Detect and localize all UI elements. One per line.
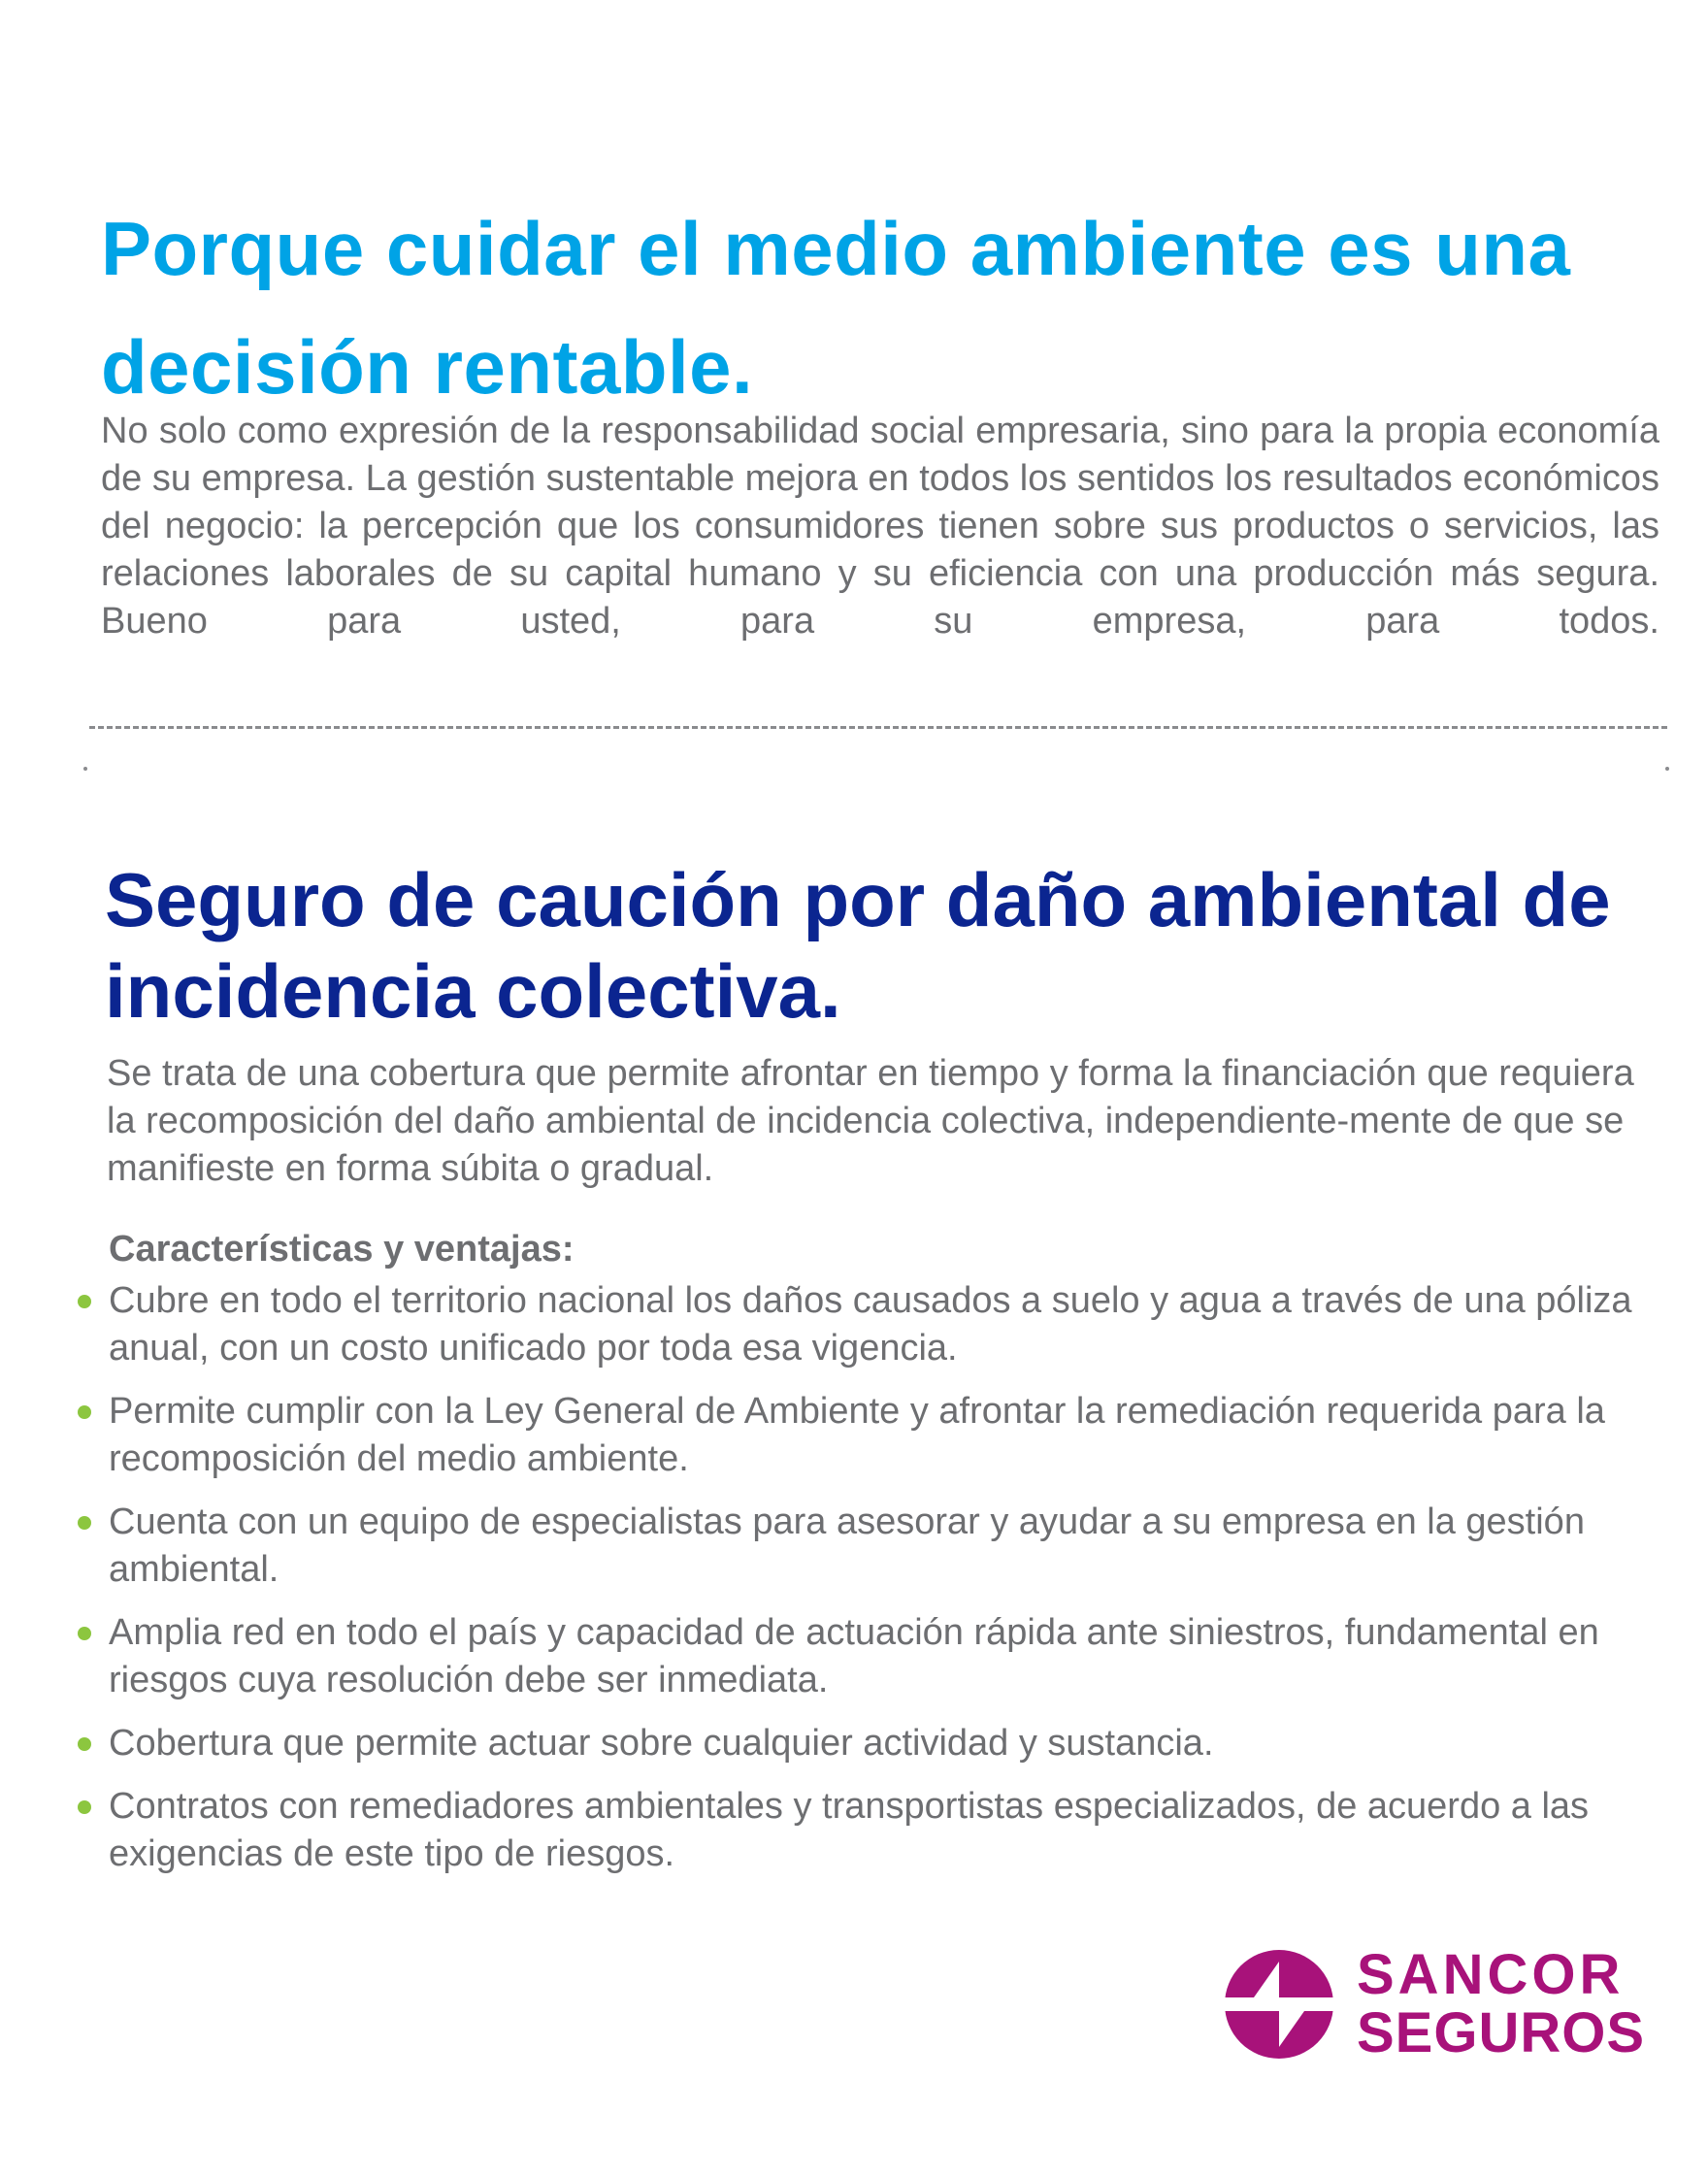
feature-text: Permite cumplir con la Ley General de Ambiente y afrontar la remediación requerida para la recomposición del medio ambiente. (109, 1391, 1605, 1479)
bullet-icon (78, 1295, 91, 1308)
feature-text: Cuenta con un equipo de especialistas para asesorar y ayudar a su empresa en la gestión ambiental. (109, 1502, 1585, 1590)
bullet-icon (78, 1737, 91, 1751)
dashed-divider (89, 726, 1667, 729)
feature-item (78, 1277, 1650, 1372)
features-title: Características y ventajas: (109, 1229, 575, 1270)
section-1-title: Porque cuidar el medio ambiente es una decisión rentable. (101, 206, 1571, 410)
section-1-body: No solo como expresión de la responsabilidad social empresaria, sino para la propia economía de su empresa. La gestión sustentable mejora en todos los sentidos los resultados económicos del negocio: la percepción que los consumidores tienen sobre sus productos o servicios, las relaciones laborales de su capital humano y su eficiencia con una producción más segura. Bueno para usted, para su empresa, para todos. (101, 411, 1659, 642)
sancor-logo-icon (1225, 1950, 1333, 2059)
feature-text: Cubre en todo el territorio nacional los daños causados a suelo y agua a través de una póliza anual, con un costo unificado por toda esa vigencia. (109, 1280, 1632, 1369)
bullet-icon (78, 1800, 91, 1814)
logo-line-2: SEGUROS (1357, 2001, 1646, 2064)
features-list (78, 1277, 1650, 1894)
section-2-title: Seguro de caución por daño ambiental de incidencia colectiva. (105, 857, 1611, 1034)
divider-dot-left (83, 767, 87, 771)
sancor-seguros-logo (1225, 1943, 1671, 2067)
feature-text: Amplia red en todo el país y capacidad de actuación rápida ante siniestros, fundamental en riesgos cuya resolución debe ser inmediata. (109, 1612, 1599, 1700)
logo-line-1: SANCOR (1357, 1943, 1625, 2006)
divider-dot-right (1665, 767, 1669, 771)
logo-wordmark (1357, 1943, 1677, 2064)
feature-item (78, 1720, 1650, 1767)
feature-text: Cobertura que permite actuar sobre cualquier actividad y sustancia. (109, 1723, 1214, 1764)
feature-item (78, 1499, 1650, 1594)
bullet-icon (78, 1627, 91, 1640)
feature-text: Contratos con remediadores ambientales y transportistas especializados, de acuerdo a las exigencias de este tipo de riesgos. (109, 1786, 1590, 1874)
feature-item (78, 1388, 1650, 1483)
feature-item (78, 1609, 1650, 1704)
bullet-icon (78, 1516, 91, 1530)
section-2-body: Se trata de una cobertura que permite afrontar en tiempo y forma la financiación que requiera la recomposición del daño ambiental de incidencia colectiva, independiente-mente de que se manifieste en forma súbita o gradual. (107, 1053, 1634, 1189)
feature-item (78, 1783, 1650, 1878)
bullet-icon (78, 1405, 91, 1419)
